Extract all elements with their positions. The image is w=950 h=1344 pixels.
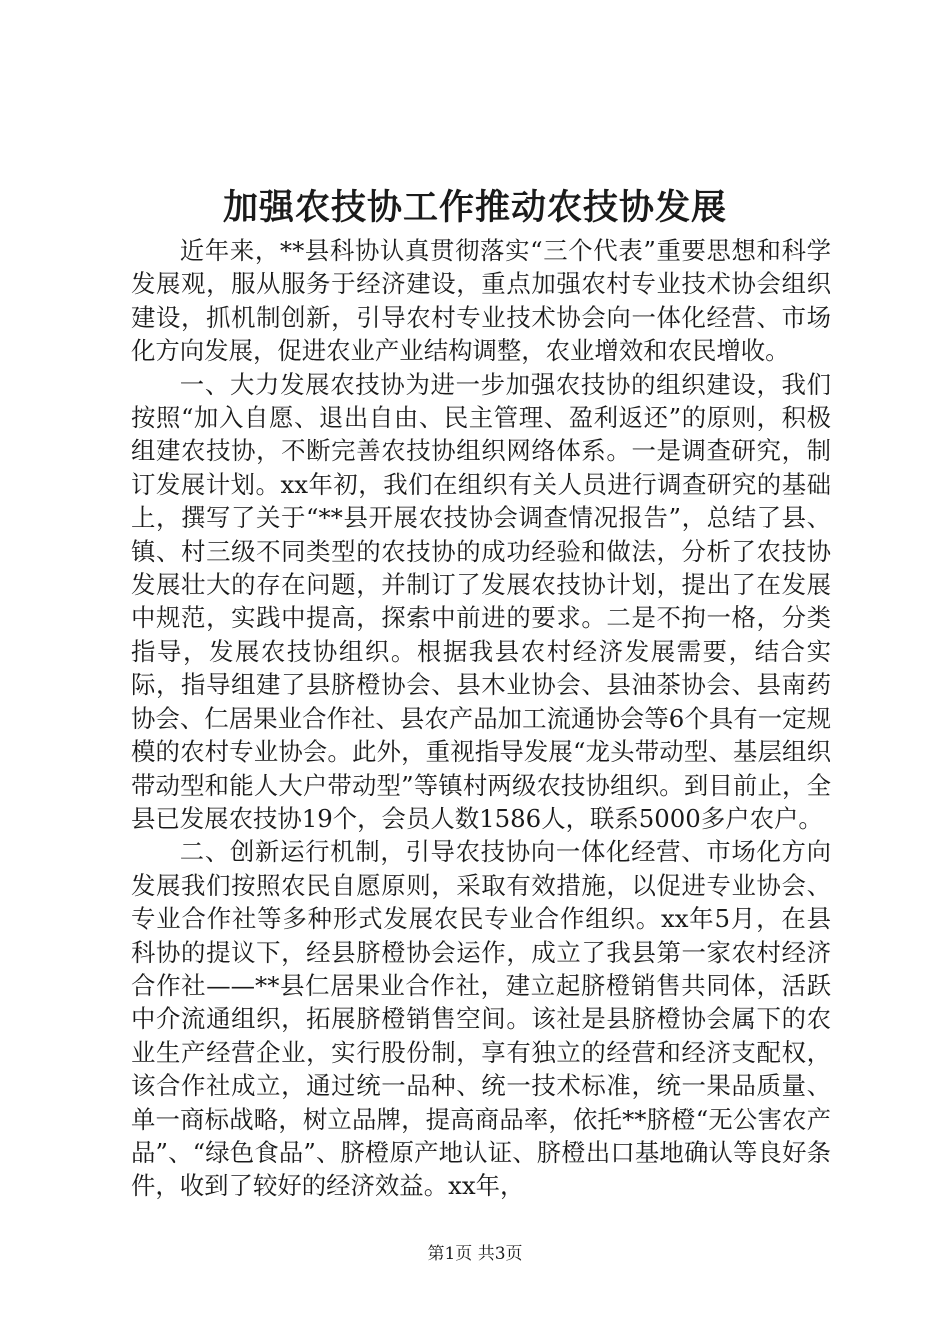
- document-title: 加强农技协工作推动农技协发展: [222, 187, 727, 228]
- paragraph-intro: 近年来，**县科协认真贯彻落实“三个代表”重要思想和科学发展观，服从服务于经济建设，重点加强农村专业技术协会组织建设，抓机制创新，引导农村专业技术协会向一体化经营、市场化方向发展，促进农业产业结构调整，农业增效和农民增收。: [131, 236, 831, 366]
- paragraph-section-two: 二、创新运行机制，引导农技协向一体化经营、市场化方向发展我们按照农民自愿原则，采取有效措施，以促进专业协会、专业合作社等多种形式发展农民专业合作组织。xx年5月，在县科协的提议下，经县脐橙协会运作，成立了我县第一家农村经济合作社——**县仁居果业合作社，建立起脐橙销售共同体，活跃中介流通组织，拓展脐橙销售空间。该社是县脐橙协会属下的农业生产经营企业，实行股份制，享有独立的经营和经济支配权，该合作社成立，通过统一品种、统一技术标准，统一果品质量、单一商标战略，树立品牌，提高商品率，依托**脐橙“无公害农产品”、“绿色食品”、脐橙原产地认证、脐橙出口基地确认等良好条件，收到了较好的经济效益。xx年，: [131, 837, 831, 1201]
- paragraph-section-one: 一、大力发展农技协为进一步加强农技协的组织建设，我们按照“加入自愿、退出自由、民主管理、盈利返还”的原则，积极组建农技协，不断完善农技协组织网络体系。一是调查研究，制订发展计划。xx年初，我们在组织有关人员进行调查研究的基础上，撰写了关于“**县开展农技协会调查情况报告”，总结了县、镇、村三级不同类型的农技协的成功经验和做法，分析了农技协发展壮大的存在问题，并制订了发展农技协计划，提出了在发展中规范，实践中提高，探索中前进的要求。二是不拘一格，分类指导，发展农技协组织。根据我县农村经济发展需要，结合实际，指导组建了县脐橙协会、县木业协会、县油茶协会、县南药协会、仁居果业合作社、县农产品加工流通协会等6个具有一定规模的农村专业协会。此外，重视指导发展“龙头带动型、基层组织带动型和能人大户带动型”等镇村两级农技协组织。到目前止，全县已发展农技协19个，会员人数1586人，联系5000多户农户。: [131, 369, 831, 833]
- page-number-footer: 第1页 共3页: [427, 1244, 523, 1264]
- document-body: [131, 234, 831, 1203]
